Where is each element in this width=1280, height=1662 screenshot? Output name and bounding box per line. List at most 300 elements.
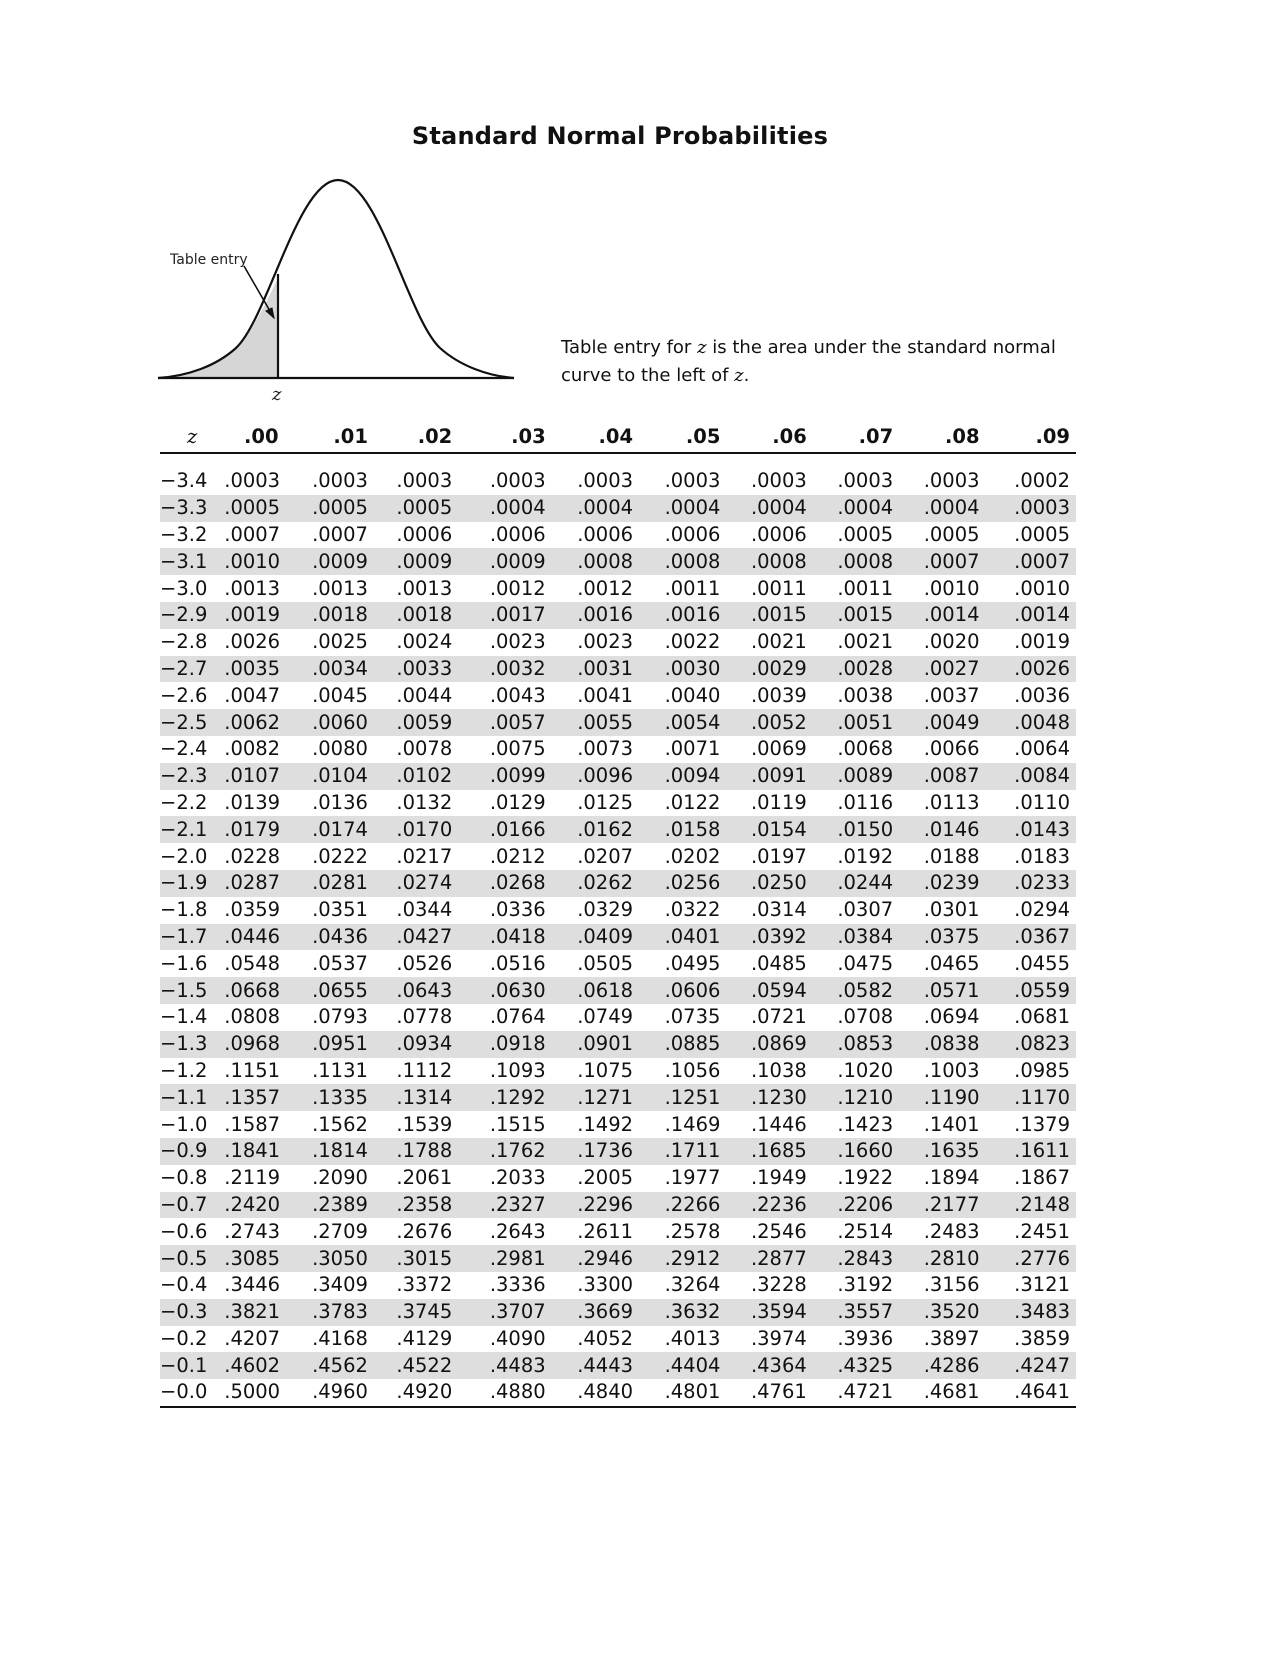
probability-cell: .0009 — [374, 548, 458, 575]
probability-cell: .3859 — [1014, 1326, 1070, 1350]
z-value-cell: −0.6 — [160, 1219, 208, 1243]
probability-cell: .0020 — [923, 630, 980, 654]
probability-cell: .2005 — [577, 1166, 634, 1190]
probability-cell: .0918 — [458, 1031, 551, 1058]
probability-cell: .1515 — [489, 1112, 546, 1136]
probability-cell: .3632 — [639, 1299, 726, 1326]
probability-cell: .2611 — [577, 1219, 634, 1243]
probability-cell: .0003 — [923, 469, 980, 493]
z-value-cell: −3.2 — [160, 522, 208, 546]
probability-cell: .0132 — [396, 790, 453, 814]
probability-cell: .1423 — [837, 1112, 894, 1136]
probability-cell: .0018 — [285, 602, 374, 629]
probability-cell: .0307 — [837, 898, 894, 922]
probability-cell: .3520 — [899, 1299, 985, 1326]
probability-cell: .2709 — [312, 1219, 368, 1243]
table-row — [160, 1031, 1076, 1058]
probability-cell: .0268 — [458, 870, 551, 897]
probability-cell: .0322 — [664, 898, 721, 922]
probability-cell: .4880 — [458, 1379, 551, 1407]
probability-cell: .0853 — [813, 1031, 899, 1058]
probability-cell: .1562 — [312, 1112, 368, 1136]
probability-cell: .0901 — [552, 1031, 639, 1058]
page-title: Standard Normal Probabilities — [411, 122, 829, 150]
probability-cell: .0183 — [1014, 844, 1070, 868]
z-value-cell: −0.9 — [160, 1138, 224, 1165]
probability-cell: .0021 — [837, 630, 894, 654]
probability-cell: .4761 — [726, 1379, 812, 1407]
probability-cell: .0028 — [813, 656, 899, 683]
probability-cell: .2912 — [639, 1245, 726, 1272]
caption-text-3: . — [743, 365, 750, 386]
probability-cell: .0694 — [923, 1005, 980, 1029]
probability-cell: .1020 — [837, 1058, 894, 1082]
probability-cell: .0003 — [224, 469, 281, 493]
probability-cell: .3707 — [458, 1299, 551, 1326]
table-row — [160, 1218, 1076, 1245]
probability-cell: .0044 — [396, 683, 453, 707]
probability-cell: .1841 — [224, 1138, 284, 1165]
probability-cell: .0202 — [664, 844, 721, 868]
z-value-cell: −2.7 — [160, 656, 224, 683]
probability-cell: .2810 — [899, 1245, 985, 1272]
probability-cell: .0436 — [285, 924, 374, 951]
probability-cell: .2266 — [639, 1192, 726, 1219]
probability-cell: .0003 — [312, 469, 368, 493]
probability-cell: .0003 — [664, 469, 721, 493]
probability-cell: .4681 — [899, 1379, 985, 1407]
probability-cell: .0022 — [664, 630, 721, 654]
probability-cell: .0233 — [986, 870, 1076, 897]
probability-cell: .2776 — [986, 1245, 1076, 1272]
probability-cell: .1056 — [664, 1058, 721, 1082]
probability-cell: .3409 — [312, 1273, 368, 1297]
column-header: .00 — [224, 418, 284, 453]
probability-cell: .4052 — [577, 1326, 634, 1350]
probability-cell: .0485 — [750, 951, 807, 975]
probability-cell: .3372 — [396, 1273, 453, 1297]
z-value-cell: −2.9 — [160, 602, 224, 629]
z-value-cell: −2.8 — [160, 630, 208, 654]
probability-cell: .0125 — [577, 790, 634, 814]
probability-cell: .3936 — [837, 1326, 894, 1350]
probability-cell: .0057 — [458, 709, 551, 736]
probability-cell: .0007 — [312, 522, 368, 546]
probability-cell: .0668 — [224, 977, 284, 1004]
z-value-cell: −1.5 — [160, 977, 224, 1004]
table-row — [160, 1352, 1076, 1379]
z-value-cell: −1.0 — [160, 1112, 208, 1136]
probability-cell: .0089 — [813, 763, 899, 790]
probability-cell: .0256 — [639, 870, 726, 897]
probability-cell: .0217 — [396, 844, 453, 868]
probability-cell: .0018 — [374, 602, 458, 629]
z-value-cell: −0.5 — [160, 1245, 224, 1272]
probability-cell: .2236 — [726, 1192, 812, 1219]
probability-cell: .0094 — [639, 763, 726, 790]
probability-cell: .0188 — [923, 844, 980, 868]
probability-cell: .2877 — [726, 1245, 812, 1272]
probability-cell: .0427 — [374, 924, 458, 951]
probability-cell: .0262 — [552, 870, 639, 897]
probability-cell: .0069 — [750, 737, 807, 761]
probability-cell: .0008 — [639, 548, 726, 575]
probability-cell: .2206 — [813, 1192, 899, 1219]
spacer-cell — [160, 453, 1076, 468]
probability-cell: .0107 — [224, 763, 284, 790]
probability-cell: .0032 — [458, 656, 551, 683]
table-row — [160, 1138, 1076, 1165]
probability-cell: .4641 — [986, 1379, 1076, 1407]
probability-cell: .2358 — [374, 1192, 458, 1219]
probability-cell: .0516 — [489, 951, 546, 975]
probability-cell: .0119 — [750, 790, 807, 814]
probability-cell: .0139 — [224, 790, 281, 814]
z-value-cell: −0.8 — [160, 1166, 208, 1190]
table-row — [160, 1379, 1076, 1407]
probability-cell: .0351 — [312, 898, 368, 922]
probability-cell: .0274 — [374, 870, 458, 897]
probability-cell: .0005 — [837, 522, 894, 546]
probability-cell: .0244 — [813, 870, 899, 897]
table-row — [160, 1299, 1076, 1326]
probability-cell: .1292 — [458, 1084, 551, 1111]
probability-cell: .0003 — [489, 469, 546, 493]
z-value-cell: −1.4 — [160, 1005, 208, 1029]
probability-cell: .0008 — [552, 548, 639, 575]
probability-cell: .0618 — [552, 977, 639, 1004]
probability-cell: .2643 — [489, 1219, 546, 1243]
column-header: .02 — [374, 418, 458, 453]
probability-cell: .1151 — [224, 1058, 281, 1082]
probability-cell: .4325 — [813, 1352, 899, 1379]
probability-cell: .1170 — [986, 1084, 1076, 1111]
probability-cell: .3192 — [837, 1273, 894, 1297]
probability-cell: .1230 — [726, 1084, 812, 1111]
probability-cell: .0006 — [750, 522, 807, 546]
probability-cell: .3228 — [750, 1273, 807, 1297]
probability-cell: .0009 — [458, 548, 551, 575]
probability-cell: .2546 — [750, 1219, 807, 1243]
probability-cell: .0004 — [899, 495, 985, 522]
z-value-cell: −2.1 — [160, 816, 224, 843]
probability-cell: .0005 — [374, 495, 458, 522]
probability-cell: .0038 — [837, 683, 894, 707]
probability-cell: .2389 — [285, 1192, 374, 1219]
probability-cell: .0721 — [750, 1005, 807, 1029]
probability-cell: .0630 — [458, 977, 551, 1004]
probability-cell: .0006 — [489, 522, 546, 546]
probability-cell: .0003 — [396, 469, 453, 493]
probability-cell: .2090 — [312, 1166, 368, 1190]
probability-cell: .3483 — [986, 1299, 1076, 1326]
z-value-cell: −2.0 — [160, 844, 208, 868]
probability-cell: .0655 — [285, 977, 374, 1004]
probability-cell: .3121 — [1014, 1273, 1070, 1297]
probability-cell: .0007 — [986, 548, 1076, 575]
probability-cell: .0048 — [986, 709, 1076, 736]
probability-cell: .1685 — [726, 1138, 812, 1165]
probability-cell: .0010 — [224, 548, 284, 575]
probability-cell: .0162 — [552, 816, 639, 843]
table-row — [160, 1326, 1076, 1353]
z-value-cell: −1.7 — [160, 924, 224, 951]
z-value-cell: −3.4 — [160, 469, 208, 493]
probability-cell: .0006 — [577, 522, 634, 546]
probability-cell: .0384 — [813, 924, 899, 951]
table-row — [160, 1272, 1076, 1299]
probability-cell: .0537 — [312, 951, 368, 975]
probability-cell: .0039 — [750, 683, 807, 707]
probability-cell: .0036 — [1014, 683, 1070, 707]
probability-cell: .0179 — [224, 816, 284, 843]
probability-cell: .4602 — [224, 1352, 284, 1379]
probability-cell: .0014 — [986, 602, 1076, 629]
probability-cell: .0951 — [285, 1031, 374, 1058]
z-value-cell: −2.3 — [160, 763, 224, 790]
probability-cell: .0049 — [899, 709, 985, 736]
probability-cell: .2296 — [552, 1192, 639, 1219]
probability-cell: .0017 — [458, 602, 551, 629]
table-row — [160, 1058, 1076, 1085]
probability-cell: .1251 — [639, 1084, 726, 1111]
probability-cell: .0040 — [664, 683, 721, 707]
probability-cell: .1539 — [396, 1112, 453, 1136]
probability-cell: .0014 — [899, 602, 985, 629]
probability-cell: .4562 — [285, 1352, 374, 1379]
probability-cell: .2420 — [224, 1192, 284, 1219]
probability-cell: .0035 — [224, 656, 284, 683]
table-row — [160, 790, 1076, 817]
probability-cell: .1210 — [813, 1084, 899, 1111]
probability-cell: .4721 — [813, 1379, 899, 1407]
probability-cell: .0192 — [837, 844, 894, 868]
probability-cell: .1587 — [224, 1112, 281, 1136]
probability-cell: .0869 — [726, 1031, 812, 1058]
probability-cell: .4404 — [639, 1352, 726, 1379]
probability-cell: .3669 — [552, 1299, 639, 1326]
probability-cell: .0080 — [312, 737, 368, 761]
probability-cell: .0281 — [285, 870, 374, 897]
probability-cell: .0024 — [396, 630, 453, 654]
table-row — [160, 709, 1076, 736]
probability-cell: .0059 — [374, 709, 458, 736]
probability-cell: .1949 — [750, 1166, 807, 1190]
probability-cell: .0052 — [726, 709, 812, 736]
probability-cell: .3085 — [224, 1245, 284, 1272]
probability-cell: .0228 — [224, 844, 281, 868]
z-column-header: z — [160, 418, 224, 453]
probability-cell: .2327 — [458, 1192, 551, 1219]
probability-cell: .0004 — [458, 495, 551, 522]
probability-cell: .0013 — [224, 576, 281, 600]
probability-cell: .0015 — [813, 602, 899, 629]
probability-cell: .0026 — [986, 656, 1076, 683]
table-spacer-row — [160, 453, 1076, 468]
probability-cell: .0287 — [224, 870, 284, 897]
probability-cell: .1867 — [1014, 1166, 1070, 1190]
caption-text-2: is the area under the standard normal curve to the left of — [561, 337, 1056, 386]
probability-cell: .0010 — [1014, 576, 1070, 600]
probability-cell: .1357 — [224, 1084, 284, 1111]
probability-cell: .0465 — [923, 951, 980, 975]
probability-cell: .0146 — [899, 816, 985, 843]
probability-cell: .4364 — [726, 1352, 812, 1379]
probability-cell: .0336 — [489, 898, 546, 922]
probability-cell: .0003 — [837, 469, 894, 493]
probability-cell: .0985 — [1014, 1058, 1070, 1082]
probability-cell: .0082 — [224, 737, 281, 761]
probability-cell: .1736 — [552, 1138, 639, 1165]
probability-cell: .0559 — [986, 977, 1076, 1004]
probability-cell: .0004 — [552, 495, 639, 522]
probability-cell: .0075 — [489, 737, 546, 761]
probability-cell: .4247 — [986, 1352, 1076, 1379]
probability-cell: .2981 — [458, 1245, 551, 1272]
probability-cell: .2843 — [813, 1245, 899, 1272]
probability-cell: .0367 — [986, 924, 1076, 951]
probability-cell: .0026 — [224, 630, 281, 654]
probability-cell: .0401 — [639, 924, 726, 951]
z-value-cell: −2.5 — [160, 709, 224, 736]
table-row — [160, 682, 1076, 709]
probability-cell: .0060 — [285, 709, 374, 736]
probability-cell: .0212 — [489, 844, 546, 868]
probability-cell: .0010 — [923, 576, 980, 600]
table-row — [160, 763, 1076, 790]
probability-cell: .1379 — [1014, 1112, 1070, 1136]
z-value-cell: −1.3 — [160, 1031, 224, 1058]
probability-cell: .0021 — [750, 630, 807, 654]
probability-cell: .1492 — [577, 1112, 634, 1136]
probability-cell: .0033 — [374, 656, 458, 683]
z-value-cell: −1.9 — [160, 870, 224, 897]
probability-cell: .0455 — [1014, 951, 1070, 975]
probability-cell: .1335 — [285, 1084, 374, 1111]
column-header: .07 — [813, 418, 899, 453]
probability-cell: .0197 — [750, 844, 807, 868]
table-row — [160, 1004, 1076, 1031]
probability-cell: .4207 — [224, 1326, 281, 1350]
probability-cell: .0808 — [224, 1005, 281, 1029]
column-header: .09 — [986, 418, 1076, 453]
probability-cell: .3745 — [374, 1299, 458, 1326]
probability-cell: .0294 — [1014, 898, 1070, 922]
probability-cell: .2177 — [899, 1192, 985, 1219]
z-value-cell: −1.1 — [160, 1084, 224, 1111]
probability-cell: .4168 — [312, 1326, 368, 1350]
probability-cell: .0143 — [986, 816, 1076, 843]
probability-cell: .0008 — [813, 548, 899, 575]
probability-cell: .0004 — [726, 495, 812, 522]
probability-cell: .1093 — [489, 1058, 546, 1082]
probability-cell: .0099 — [458, 763, 551, 790]
probability-cell: .4129 — [396, 1326, 453, 1350]
probability-cell: .4443 — [552, 1352, 639, 1379]
z-value-cell: −3.3 — [160, 495, 224, 522]
table-row — [160, 924, 1076, 951]
probability-cell: .4483 — [458, 1352, 551, 1379]
z-table — [160, 418, 1076, 1408]
probability-cell: .0068 — [837, 737, 894, 761]
probability-cell: .0681 — [1014, 1005, 1070, 1029]
probability-cell: .0029 — [726, 656, 812, 683]
probability-cell: .0170 — [374, 816, 458, 843]
probability-cell: .0154 — [726, 816, 812, 843]
probability-cell: .0735 — [664, 1005, 721, 1029]
probability-cell: .0174 — [285, 816, 374, 843]
probability-cell: .0571 — [899, 977, 985, 1004]
probability-cell: .0934 — [374, 1031, 458, 1058]
z-value-cell: −0.0 — [160, 1379, 224, 1407]
z-value-cell: −1.2 — [160, 1058, 208, 1082]
probability-cell: .0037 — [923, 683, 980, 707]
z-value-cell: −2.6 — [160, 683, 208, 707]
probability-cell: .0006 — [664, 522, 721, 546]
table-row — [160, 950, 1076, 977]
probability-cell: .0150 — [813, 816, 899, 843]
probability-cell: .2483 — [923, 1219, 980, 1243]
probability-cell: .1314 — [374, 1084, 458, 1111]
probability-cell: .0008 — [726, 548, 812, 575]
table-caption — [561, 334, 1101, 390]
probability-cell: .3446 — [224, 1273, 281, 1297]
table-row — [160, 468, 1076, 495]
probability-cell: .0207 — [577, 844, 634, 868]
probability-cell: .0011 — [664, 576, 721, 600]
probability-cell: .0823 — [986, 1031, 1076, 1058]
probability-cell: .0030 — [639, 656, 726, 683]
probability-cell: .2119 — [224, 1166, 281, 1190]
probability-cell: .3264 — [664, 1273, 721, 1297]
probability-cell: .2148 — [986, 1192, 1076, 1219]
probability-cell: .4960 — [285, 1379, 374, 1407]
table-row — [160, 575, 1076, 602]
probability-cell: .0062 — [224, 709, 284, 736]
probability-cell: .1038 — [750, 1058, 807, 1082]
probability-cell: .0005 — [285, 495, 374, 522]
z-value-cell: −3.1 — [160, 548, 224, 575]
probability-cell: .2743 — [224, 1219, 281, 1243]
probability-cell: .3557 — [813, 1299, 899, 1326]
probability-cell: .3974 — [750, 1326, 807, 1350]
table-row — [160, 843, 1076, 870]
caption-text-1: Table entry for — [561, 337, 698, 358]
table-row — [160, 522, 1076, 549]
probability-cell: .1446 — [750, 1112, 807, 1136]
probability-cell: .1271 — [552, 1084, 639, 1111]
probability-cell: .0055 — [552, 709, 639, 736]
probability-cell: .1003 — [923, 1058, 980, 1082]
probability-cell: .0002 — [1014, 469, 1070, 493]
z-label: z — [272, 384, 282, 405]
probability-cell: .0301 — [923, 898, 980, 922]
probability-cell: .1922 — [837, 1166, 894, 1190]
probability-cell: .0764 — [489, 1005, 546, 1029]
probability-cell: .0548 — [224, 951, 281, 975]
probability-cell: .0250 — [726, 870, 812, 897]
probability-cell: .0594 — [726, 977, 812, 1004]
probability-cell: .1788 — [374, 1138, 458, 1165]
probability-cell: .0027 — [899, 656, 985, 683]
probability-cell: .3594 — [726, 1299, 812, 1326]
probability-cell: .0968 — [224, 1031, 284, 1058]
column-header: .04 — [552, 418, 639, 453]
probability-cell: .1611 — [986, 1138, 1076, 1165]
probability-cell: .0013 — [312, 576, 368, 600]
probability-cell: .0073 — [577, 737, 634, 761]
caption-z-var-2: z — [734, 365, 744, 386]
